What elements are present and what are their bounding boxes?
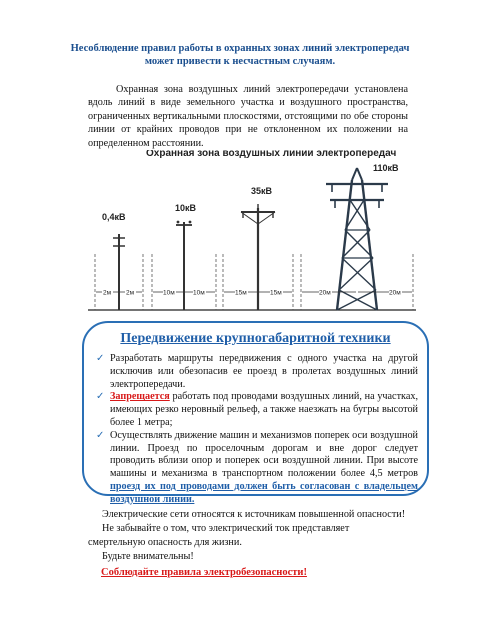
distance-label: 10м xyxy=(193,289,205,297)
diagram-caption: Охранная зона воздушных линий электропередач xyxy=(146,150,397,159)
footer-line-2: Не забывайте о том, что электрический ток представляет смертельную опасность для жизни. xyxy=(88,523,350,548)
title-line-2: может привести к несчастным случаям. xyxy=(144,56,336,67)
approval-note: проезд их под проводами должен быть согласован с владельцем воздушной линии. xyxy=(110,480,418,505)
pole-04kv xyxy=(113,234,125,310)
check-icon: ✓ xyxy=(96,429,105,441)
intro-paragraph xyxy=(88,83,408,150)
check-icon: ✓ xyxy=(96,353,105,364)
distance-label: 20м xyxy=(389,289,401,297)
check-icon: ✓ xyxy=(96,391,105,403)
distance-label: 20м xyxy=(319,289,331,297)
footer-line-3: Будьте внимательны! xyxy=(102,551,194,562)
protection-zone-diagram xyxy=(86,150,416,315)
pole-10kv xyxy=(176,221,192,310)
tower-110kv xyxy=(326,168,388,310)
footer-line-1: Электрические сети относятся к источникам повышенной опасности! xyxy=(102,509,406,520)
intro-text: Охранная зона воздушных линий электропередачи установлена вдоль линий в виде земельного участка и воздушного пространства, ограниченных вертикальными плоскостями, отстоящими по обе стороны линии от крайних проводов при не отклоненном их положении на определенном расстоянии. xyxy=(88,84,408,149)
title-line-1: Несоблюдение правил работы в охранных зонах линий электропередач xyxy=(70,43,410,54)
list-item xyxy=(96,353,418,391)
zone-boundaries xyxy=(95,254,413,310)
list-item xyxy=(96,391,418,429)
footer-text xyxy=(88,508,408,564)
distance-label: 2м xyxy=(126,289,135,297)
distance-label: 15м xyxy=(235,289,247,297)
distance-label: 10м xyxy=(163,289,175,297)
heavy-machinery-box xyxy=(82,321,429,505)
voltage-label-10kv: 10кВ xyxy=(175,203,197,213)
box-title: Передвижение крупногабаритной техники xyxy=(120,331,391,346)
rule-text-3: Осуществлять движение машин и механизмов поперек оси воздушной линии. Проезд по проселочным дорогам и вне дорог следует проводить вблизи опор и поперек оси воздушной линии. При высоте машины и механизма в транспортном положении более 4,5 метров xyxy=(110,429,418,480)
page-title xyxy=(60,42,420,68)
diagram-svg xyxy=(86,150,416,315)
voltage-label-110kv: 110кВ xyxy=(373,163,399,173)
distance-label: 15м xyxy=(270,289,282,297)
rules-list xyxy=(96,353,418,507)
distance-label: 2м xyxy=(103,289,112,297)
rule-text-1: Разработать маршруты передвижения с одного участка на другой исключив или обезопасив ее проезд в пролетах воздушных линий электропередачи. xyxy=(110,353,418,390)
list-item xyxy=(96,430,418,507)
voltage-label-35kv: 35кВ xyxy=(251,186,273,196)
voltage-label-04kv: 0,4кВ xyxy=(102,212,126,222)
prohibited-label: Запрещается xyxy=(110,391,170,403)
final-warning: Соблюдайте правила электробезопасности! xyxy=(101,567,307,578)
rule-text-2: работать под проводами воздушных линий, на участках, имеющих резко неровный рельеф, а также наезжать на бугры высотой более 1 метра; xyxy=(110,391,418,428)
